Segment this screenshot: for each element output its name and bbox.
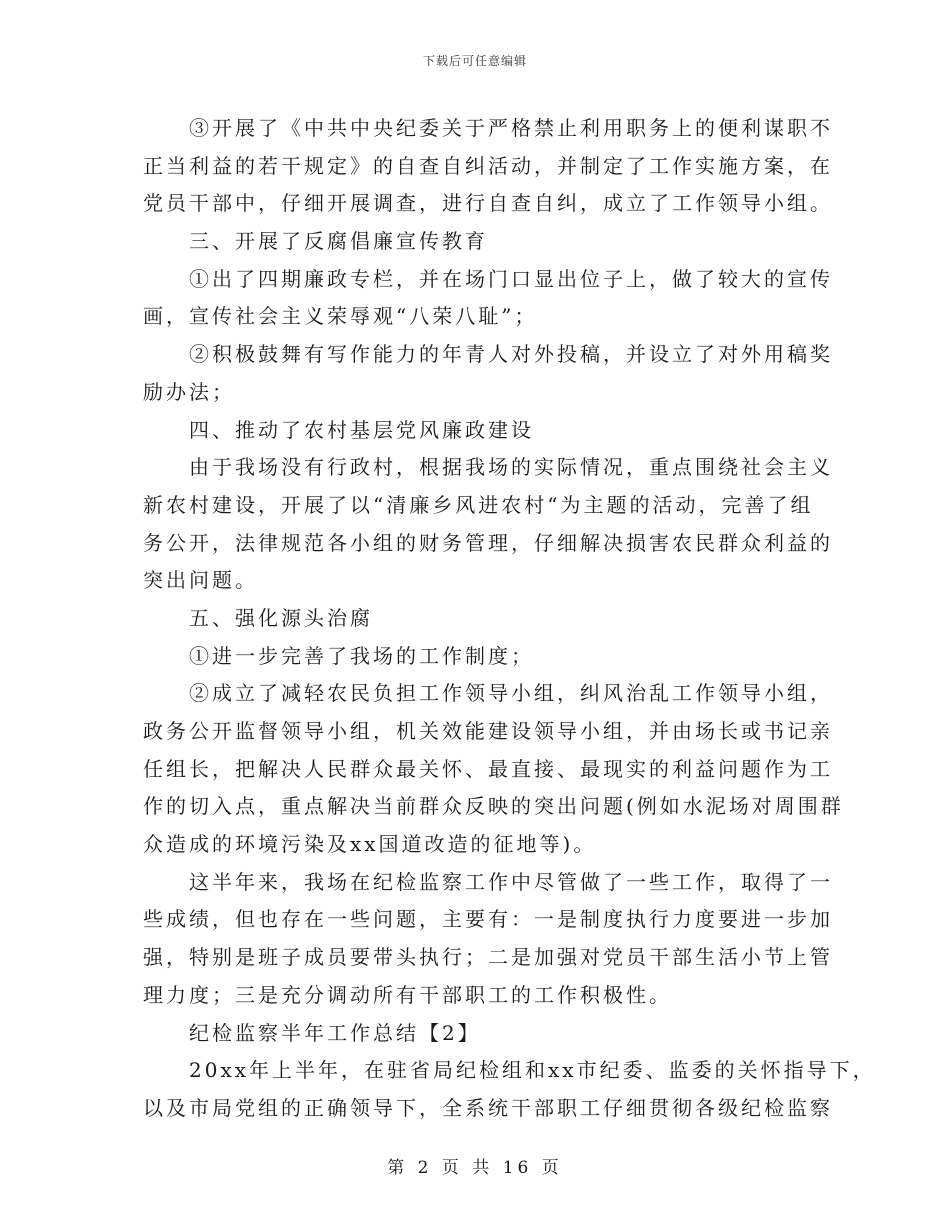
text-line: 四、推动了农村基层党风廉政建设 [189,417,534,442]
text-line: 政务公开监督领导小组，机关效能建设领导小组，并由场长或书记亲 [143,719,833,743]
text-line: 以及市局党组的正确领导下，全系统干部职工仔细贯彻各级纪检监察 [143,1095,833,1120]
text-line: 正当利益的若干规定》的自查自纠活动，并制定了工作实施方案，在 [143,153,833,178]
page-footer: 第 2 页 共 16 页 [387,1158,563,1178]
text-line: 众造成的环境污染及xx国道改造的征地等)。 [143,832,597,857]
text-line: 纪检监察半年工作总结【2】 [189,1020,481,1045]
text-line: 三、开展了反腐倡廉宣传教育 [189,229,488,254]
text-line: 由于我场没有行政村，根据我场的实际情况，重点围绕社会主义 [189,455,833,480]
text-line: 党员干部中，仔细开展调查，进行自查自纠，成立了工作领导小组。 [143,191,833,216]
text-line: 强，特别是班子成员要带头执行；二是加强对党员干部生活小节上管 [143,945,833,970]
document-body [143,110,876,1128]
text-line: ②成立了减轻农民负担工作领导小组，纠风治乱工作领导小组， [189,681,833,706]
text-line: 这半年来，我场在纪检监察工作中尽管做了一些工作，取得了一 [189,869,833,894]
text-line: 作的切入点，重点解决当前群众反映的突出问题(例如水泥场对周围群 [143,794,844,819]
page-header: 下载后可任意编辑 [422,54,527,68]
text-line: ②积极鼓舞有写作能力的年青人对外投稿，并设立了对外用稿奖 [189,342,833,367]
text-line: 任组长，把解决人民群众最关怀、最直接、最现实的利益问题作为工 [143,756,833,781]
text-line: 画，宣传社会主义荣辱观“八荣八耻”； [143,304,538,329]
text-line: 五、强化源头治腐 [189,605,373,630]
text-line: 突出问题。 [143,568,258,593]
text-line: ①出了四期廉政专栏，并在场门口显出位子上，做了较大的宣传 [189,266,833,291]
text-line: 些成绩，但也存在一些问题，主要有：一是制度执行力度要进一步加 [143,907,833,932]
text-line: ③开展了《中共中央纪委关于严格禁止利用职务上的便利谋职不 [189,116,833,140]
text-line: 务公开，法律规范各小组的财务管理，仔细解决损害农民群众利益的 [143,530,833,555]
text-line: 20xx年上半年，在驻省局纪检组和xx市纪委、监委的关怀指导下， [189,1058,876,1083]
text-line: 励办法； [143,379,235,404]
text-line: 理力度；三是充分调动所有干部职工的工作积极性。 [143,982,672,1007]
text-line: ①进一步完善了我场的工作制度； [189,643,534,668]
text-line: 新农村建设，开展了以“清廉乡风进农村“为主题的活动，完善了组 [143,492,814,517]
